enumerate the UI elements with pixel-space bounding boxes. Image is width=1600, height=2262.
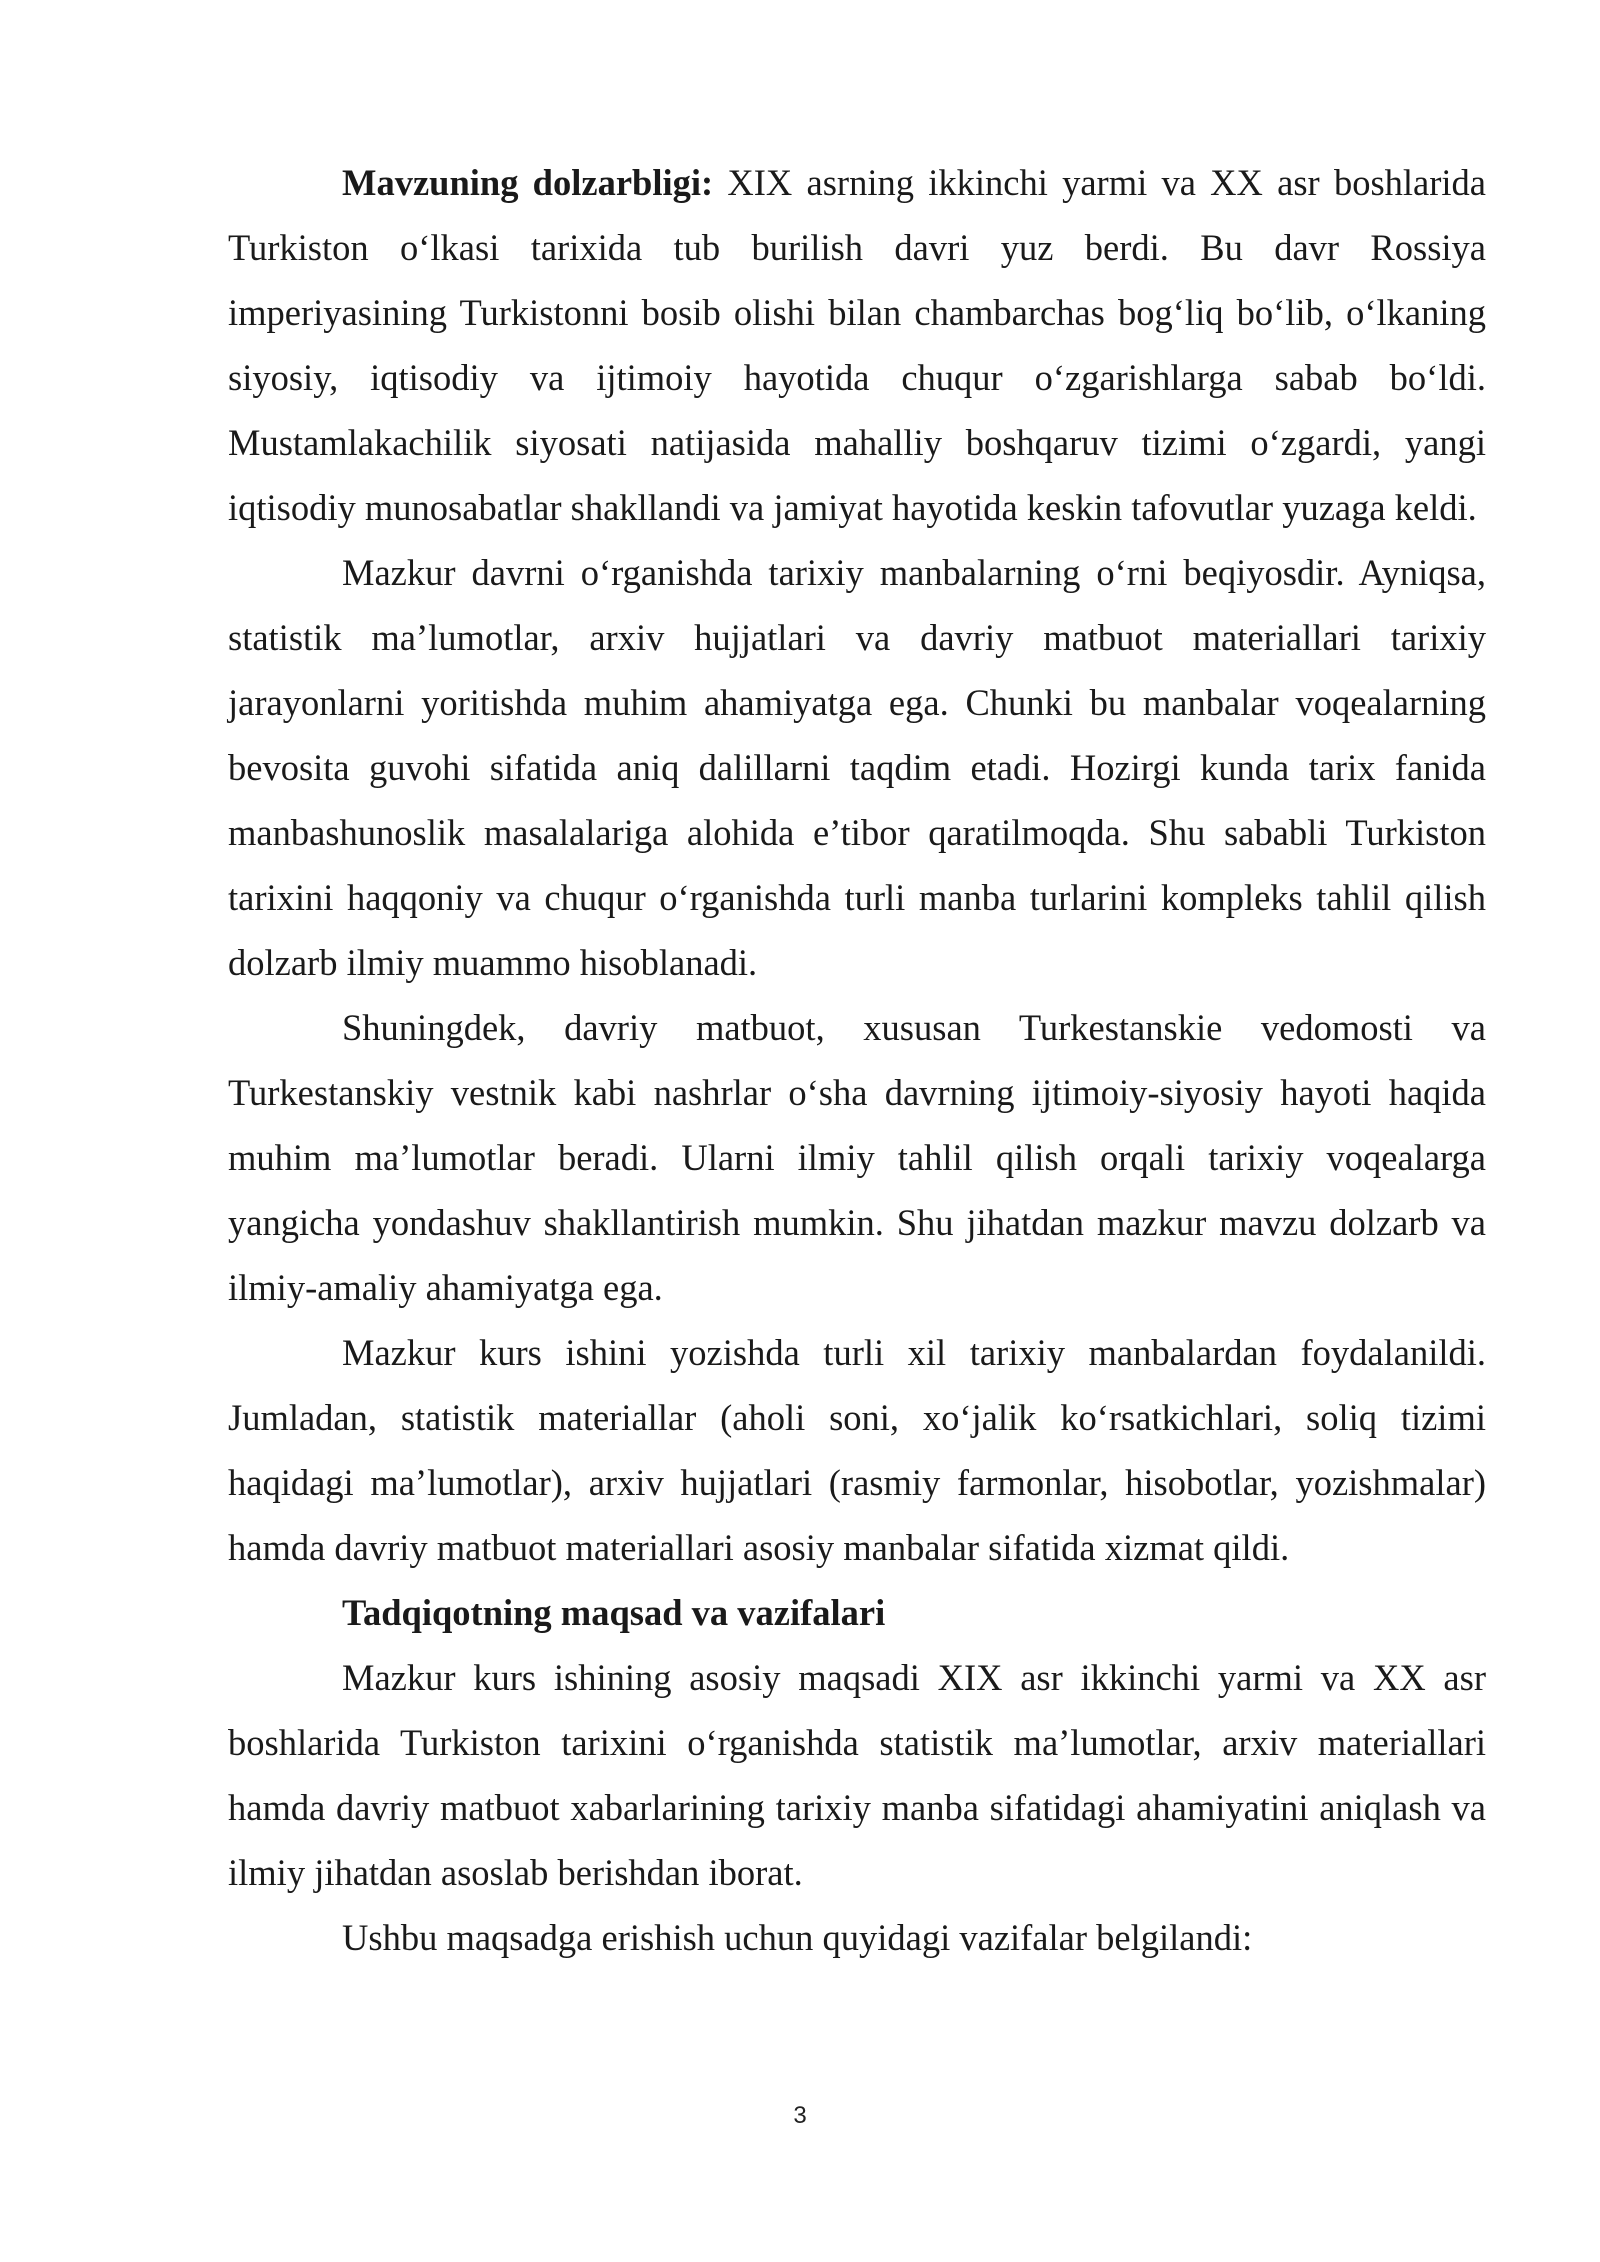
paragraph-sources-used: Mazkur kurs ishini yozishda turli xil tarixiy manbalardan foydalanildi. Jumladan, statistik materiallar (aholi soni, xo‘jalik ko‘rsatkichlari, soliq tizimi haqidagi ma’lumotlar), arxiv hujjatlari (rasmiy farmonlar, hisobotlar, yozishmalar) hamda davriy matbuot materiallari asosiy manbalar sifatida xizmat qildi. [228,1332,1486,1568]
paragraph-tasks-intro: Ushbu maqsadga erishish uchun quyidagi vazifalar belgilandi: [342,1917,1253,1958]
document-body [228,150,1486,1970]
section-heading: Tadqiqotning maqsad va vazifalari [342,1592,886,1633]
paragraph-goal: Mazkur kurs ishining asosiy maqsadi XIX asr ikkinchi yarmi va XX asr boshlarida Turkiston tarixini o‘rganishda statistik ma’lumotlar, arxiv materiallari hamda davriy matbuot xabarlarining tarixiy manba sifatidagi ahamiyatini aniqlash va ilmiy jihatdan asoslab berishdan iborat. [228,1657,1486,1893]
paragraph-sources-role: Mazkur davrni o‘rganishda tarixiy manbalarning o‘rni beqiyosdir. Ayniqsa, statistik ma’lumotlar, arxiv hujjatlari va davriy matbuot materiallari tarixiy jarayonlarni yoritishda muhim ahamiyatga ega. Chunki bu manbalar voqealarning bevosita guvohi sifatida aniq dalillarni taqdim etadi. Hozirgi kunda tarix fanida manbashunoslik masalalariga alohida e’tibor qaratilmoqda. Shu sababli Turkiston tarixini haqqoniy va chuqur o‘rganishda turli manba turlarini kompleks tahlil qilish dolzarb ilmiy muammo hisoblanadi. [228,552,1486,983]
paragraph-text: XIX asrning ikkinchi yarmi va XX asr boshlarida Turkiston o‘lkasi tarixida tub burilish davri yuz berdi. Bu davr Rossiya imperiyasining Turkistonni bosib olishi bilan chambarchas bog‘liq bo‘lib, o‘lkaning siyosiy, iqtisodiy va ijtimoiy hayotida chuqur o‘zgarishlarga sabab bo‘ldi. Mustamlakachilik siyosati natijasida mahalliy boshqaruv tizimi o‘zgardi, yangi iqtisodiy munosabatlar shakllandi va jamiyat hayotida keskin tafovutlar yuzaga keldi. [228,162,1486,528]
paragraph-lead-bold: Mavzuning dolzarbligi: [342,162,714,203]
page-number: 3 [793,2102,807,2129]
paragraph-periodical-press: Shuningdek, davriy matbuot, xususan Turkestanskie vedomosti va Turkestanskiy vestnik kabi nashrlar o‘sha davrning ijtimoiy-siyosiy hayoti haqida muhim ma’lumotlar beradi. Ularni ilmiy tahlil qilish orqali tarixiy voqealarga yangicha yondashuv shakllantirish mumkin. Shu jihatdan mazkur mavzu dolzarb va ilmiy-amaliy ahamiyatga ega. [228,1007,1486,1308]
paragraph-relevance [228,150,1486,540]
